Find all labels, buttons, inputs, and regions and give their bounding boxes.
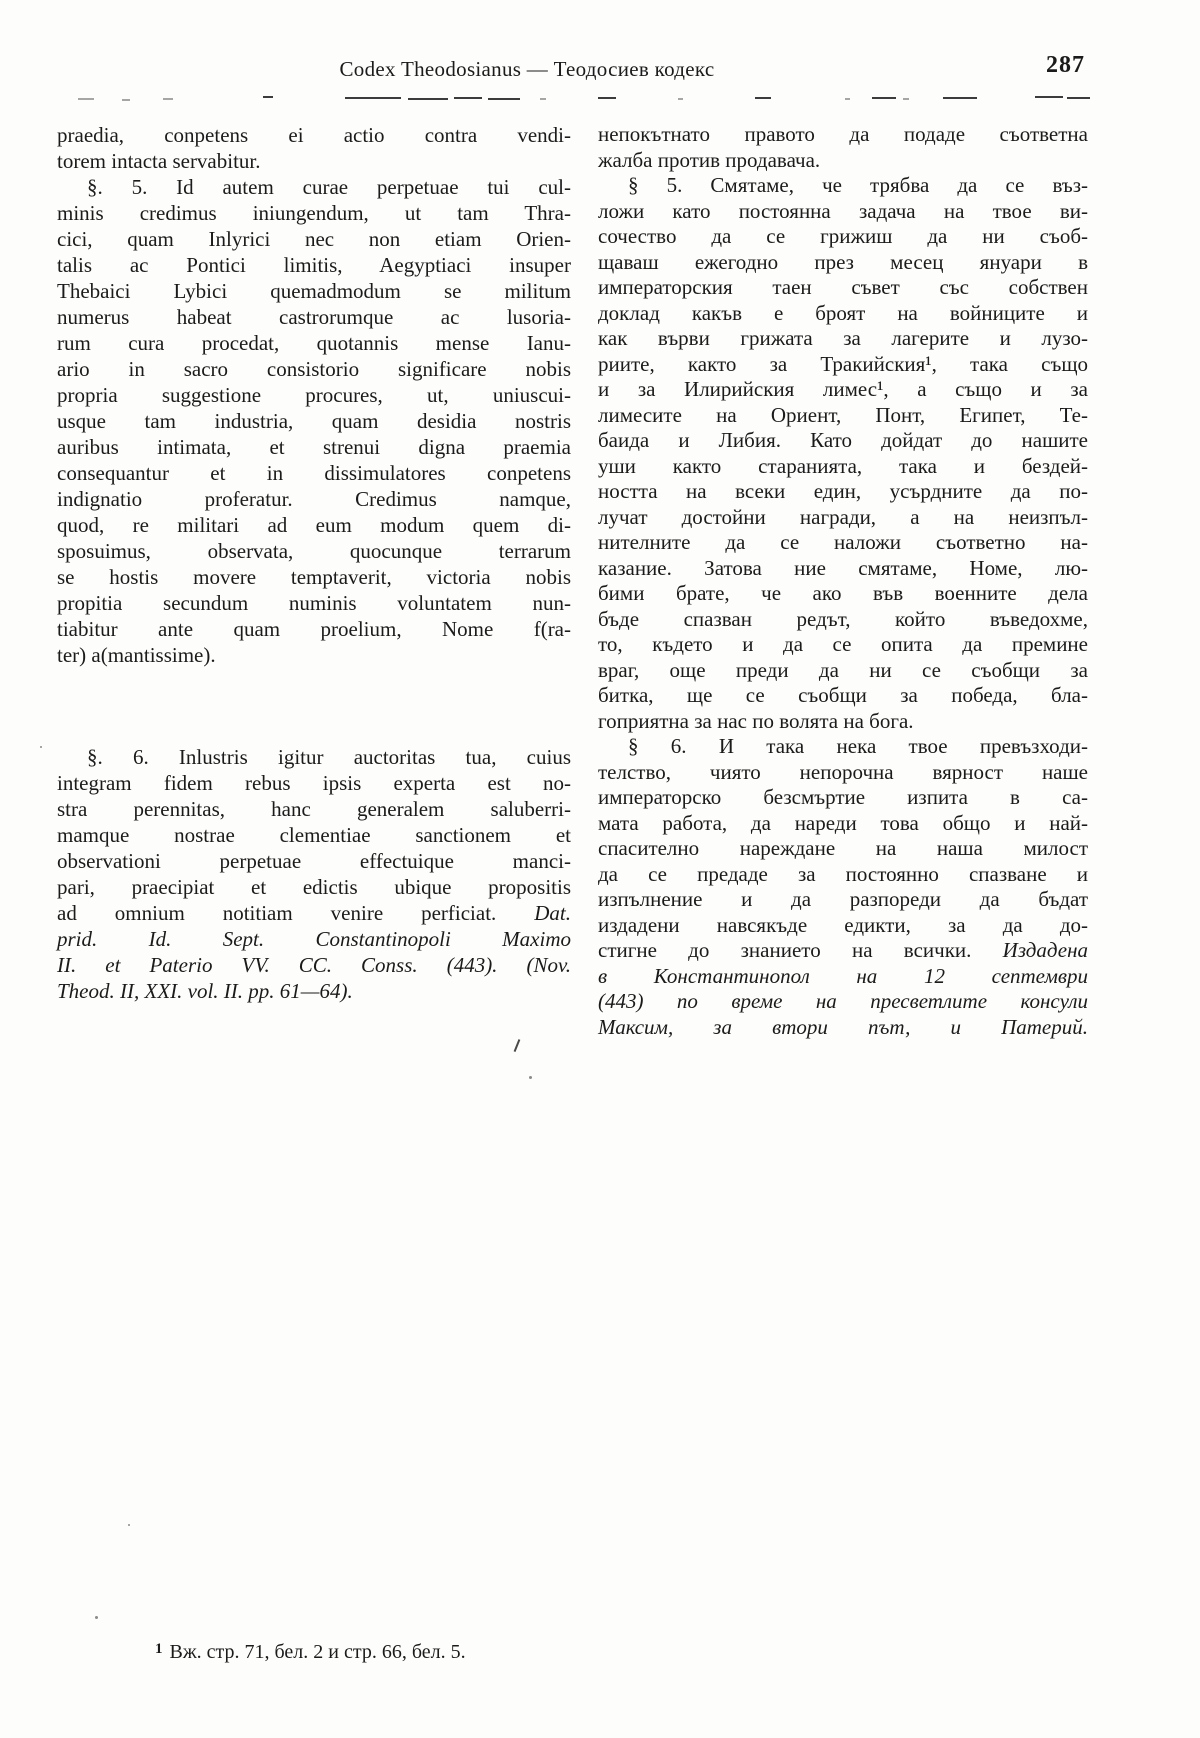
paragraph bbox=[598, 122, 1088, 173]
paragraph bbox=[57, 122, 571, 174]
scan-dash bbox=[263, 96, 273, 98]
text-line: щаваш ежегодно през месец януари в bbox=[598, 249, 1088, 274]
scan-dash bbox=[903, 98, 909, 100]
text-line: rum cura procedat, quotannis mense Ianu- bbox=[57, 331, 571, 355]
text-line: непокътнато правото да подаде съответна bbox=[598, 122, 1088, 146]
scan-stray-dot bbox=[40, 746, 42, 748]
footnote-text: Вж. стр. 71, бел. 2 и стр. 66, бел. 5. bbox=[169, 1641, 466, 1663]
plain-text: стигне до знанието на всички. bbox=[598, 938, 1003, 962]
text-line: consequantur et in dissimulatores conpetens bbox=[57, 461, 571, 485]
text-line: издадени навсякъде едикти, за да до- bbox=[598, 912, 1088, 937]
text-line: враг, още преди да ни се съобщи за bbox=[598, 657, 1088, 682]
text-line: баида и Либия. Като дойдат до нашите bbox=[598, 428, 1088, 452]
italic-text: Theod. II, XXI. vol. II. pp. 61—64). bbox=[57, 979, 353, 1003]
text-line: императорския таен съвет със собствен bbox=[598, 275, 1088, 299]
paragraph bbox=[57, 174, 571, 668]
italic-text: II. et Paterio VV. CC. Conss. (443). (Nov. bbox=[57, 953, 571, 977]
text-line: praedia, conpetens ei actio contra vendi- bbox=[57, 123, 571, 147]
scan-stray-mark bbox=[514, 1039, 520, 1052]
text-line: observationi perpetuae effectuique manci- bbox=[57, 849, 571, 873]
latin-text-column bbox=[57, 122, 571, 1004]
text-line: ността на всеки един, усърдните да по- bbox=[598, 479, 1088, 503]
text-line: talis ac Pontici limitis, Aegyptiaci insuper bbox=[57, 253, 571, 277]
text-line bbox=[598, 938, 1088, 964]
text-line bbox=[57, 952, 571, 978]
text-line: телство, чиято непорочна вярност наше bbox=[598, 759, 1088, 784]
scan-dash bbox=[345, 97, 401, 99]
text-line: как върви грижата за лагерите и лузо- bbox=[598, 326, 1088, 350]
text-line bbox=[57, 978, 571, 1004]
text-line: tiabitur ante quam proelium, Nome f(ra- bbox=[57, 617, 571, 641]
scan-stray-dot bbox=[128, 1524, 130, 1526]
text-line: битка, ще се съобщи за победа, бла- bbox=[598, 683, 1088, 707]
text-line: minis credimus iniungendum, ut tam Thra- bbox=[57, 201, 571, 225]
text-line: propitia secundum numinis voluntatem nun- bbox=[57, 591, 571, 615]
scan-dash bbox=[1035, 96, 1063, 98]
text-line: то, където и да се опита да премине bbox=[598, 632, 1088, 656]
text-line: se hostis movere temptaverit, victoria nobis bbox=[57, 565, 571, 589]
text-line: риите, както за Тракийския¹, така също bbox=[598, 351, 1088, 376]
footnote bbox=[155, 1641, 466, 1664]
text-line: спасително нареждане на наша милост bbox=[598, 836, 1088, 860]
text-line: numerus habeat castrorumque ac lusoria- bbox=[57, 305, 571, 329]
text-line bbox=[598, 964, 1088, 990]
text-line: § 5. Смятаме, че трябва да се въз- bbox=[628, 173, 1088, 197]
text-line: лимесите на Ориент, Понт, Египет, Те- bbox=[598, 402, 1088, 427]
text-line: §. 6. Inlustris igitur auctoritas tua, cuius bbox=[87, 745, 571, 769]
plain-text: ad omnium notitiam venire perficiat. bbox=[57, 901, 535, 925]
text-line: императорско безсмъртие изпита в са- bbox=[598, 785, 1088, 809]
italic-text: (443) по време на пресветлите консули bbox=[598, 989, 1088, 1013]
text-line: stra perennitas, hanc generalem saluberri- bbox=[57, 797, 571, 821]
scan-dash bbox=[598, 97, 616, 99]
page-number: 287 bbox=[1046, 52, 1085, 78]
text-line: доклад какъв е броят на войниците и bbox=[598, 300, 1088, 325]
scan-dash bbox=[755, 97, 771, 99]
scan-dash bbox=[872, 97, 896, 99]
paragraph bbox=[598, 734, 1088, 1040]
text-line: лучат достойни награди, а на неизпъл- bbox=[598, 504, 1088, 529]
text-line: ter) a(mantissime). bbox=[57, 643, 216, 667]
text-line bbox=[598, 1015, 1088, 1041]
text-line: quod, re militari ad eum modum quem di- bbox=[57, 513, 571, 537]
scan-stray-dot bbox=[529, 1076, 532, 1079]
text-line: integram fidem rebus ipsis experta est no- bbox=[57, 771, 571, 795]
text-line: нителните да се наложи съответно на- bbox=[598, 530, 1088, 554]
italic-text: Издадена bbox=[1002, 938, 1088, 962]
text-line: казание. Затова ние смятаме, Номе, лю- bbox=[598, 555, 1088, 580]
text-line bbox=[598, 989, 1088, 1015]
scan-stray-dot bbox=[95, 1616, 98, 1619]
italic-text: Максим, за втори път, и Патерий. bbox=[598, 1014, 1088, 1039]
text-line: и за Илирийския лимес¹, а също и за bbox=[598, 377, 1088, 401]
bulgarian-text-column bbox=[598, 122, 1088, 1040]
scan-dash bbox=[78, 98, 94, 100]
text-line: usque tam industria, quam desidia nostris bbox=[57, 409, 571, 433]
footnote-marker: 1 bbox=[155, 1641, 163, 1657]
scan-dash bbox=[488, 98, 520, 100]
scan-dash bbox=[678, 98, 683, 100]
text-line: cici, quam Inlyrici nec non etiam Orien- bbox=[57, 227, 571, 251]
text-line: мата работа, да нареди това общо и най- bbox=[598, 810, 1088, 835]
text-line: propria suggestione procures, ut, uniuscui- bbox=[57, 383, 571, 407]
scan-dash bbox=[122, 99, 130, 101]
paragraph bbox=[57, 744, 571, 1004]
text-line: гоприятна за нас по волята на бога. bbox=[598, 708, 914, 733]
text-line: сочество да се грижиш да ни съоб- bbox=[598, 224, 1088, 248]
text-line: auribus intimata, et strenui digna praemia bbox=[57, 435, 571, 459]
italic-text: prid. Id. Sept. Constantinopoli Maximo bbox=[57, 927, 571, 951]
scan-dash bbox=[454, 97, 482, 99]
italic-text: Dat. bbox=[534, 901, 571, 925]
text-line: уши както старанията, така и бездей- bbox=[598, 453, 1088, 478]
text-line: бъде спазван редът, който въведохме, bbox=[598, 606, 1088, 631]
text-line: torem intacta servabitur. bbox=[57, 149, 261, 173]
text-line: ложи като постоянна задача на твое ви- bbox=[598, 198, 1088, 223]
scan-dash bbox=[163, 98, 173, 100]
text-line: да се предаде за постоянно спазване и bbox=[598, 861, 1088, 886]
text-line bbox=[57, 900, 571, 926]
text-line: §. 5. Id autem curae perpetuae tui cul- bbox=[87, 175, 571, 199]
text-line: sposuimus, observata, quocunque terrarum bbox=[57, 539, 571, 563]
running-header: Codex Theodosianus — Теодосиев кодекс bbox=[339, 57, 715, 81]
text-line: ario in sacro consistorio significare nobis bbox=[57, 357, 571, 381]
paragraph bbox=[598, 173, 1088, 734]
text-line: mamque nostrae clementiae sanctionem et bbox=[57, 823, 571, 847]
scan-dash bbox=[845, 98, 850, 100]
scan-dash bbox=[408, 98, 448, 100]
scan-dash bbox=[540, 98, 546, 100]
text-line: pari, praecipiat et edictis ubique propositis bbox=[57, 875, 571, 899]
scan-dash bbox=[1067, 97, 1090, 99]
scan-dash bbox=[943, 97, 977, 99]
text-line: indignatio proferatur. Credimus namque, bbox=[57, 487, 571, 511]
text-line: бими брате, че ако във военните дела bbox=[598, 581, 1088, 605]
text-line: § 6. И така нека твое превъзходи- bbox=[628, 734, 1088, 758]
text-line: изпълнение и да разпореди да бъдат bbox=[598, 887, 1088, 911]
text-line: жалба против продавача. bbox=[598, 147, 821, 172]
text-line bbox=[57, 926, 571, 952]
italic-text: в Константинопол на 12 септември bbox=[598, 963, 1088, 988]
text-line: Thebaici Lybici quemadmodum se militum bbox=[57, 279, 571, 303]
